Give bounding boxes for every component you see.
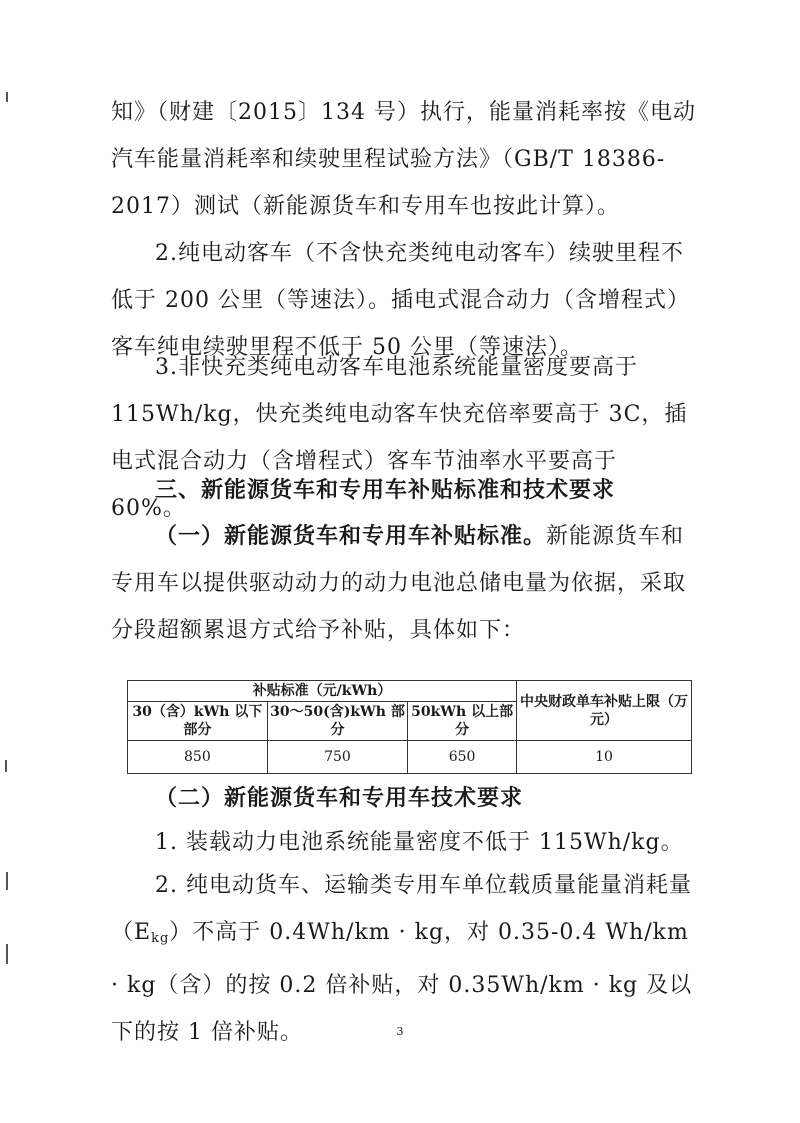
subsection-heading: （二）新能源货车和专用车技术要求	[155, 785, 524, 811]
paragraph-energy-density-requirement: 3.非快充类纯电动客车电池系统能量密度要高于 115Wh/kg，快充类纯电动客车快充倍率要高于 3C，插电式混合动力（含增程式）客车节油率水平要高于 60%。	[111, 355, 688, 521]
page-number: 3	[396, 1025, 404, 1038]
subsidy-standard-header: 补贴标准（元/kWh）	[128, 681, 517, 702]
scan-edge-mark	[6, 92, 8, 102]
requirement-2-text-cont: ）不高于 0.4Wh/km · kg，对 0.35-0.4 Wh/km · kg（含）的按 0.2 倍补贴，对 0.35Wh/km · kg 及以下的按 1 倍补贴。	[111, 920, 693, 1045]
subsection-title: （一）新能源货车和专用车补贴标准。	[155, 523, 547, 549]
paragraph-range-requirement: 2.纯电动客车（不含快充类纯电动客车）续驶里程不低于 200 公里（等速法）。插电式混合动力（含增程式）客车纯电续驶里程不低于 50 公里（等速法）。	[111, 241, 690, 360]
paragraph-continuation: 知》（财建〔2015〕134 号）执行，能量消耗率按《电动汽车能量消耗率和续驶里程试验方法》（GB/T 18386-2017）测试（新能源货车和专用车也按此计算）。	[111, 100, 696, 219]
subsidy-table	[127, 680, 692, 774]
section-heading: 三、新能源货车和专用车补贴标准和技术要求	[155, 477, 616, 503]
column-header: 30（含）kWh 以下部分	[128, 702, 268, 741]
scan-edge-mark	[5, 760, 7, 772]
paragraph-subsidy-standard	[111, 513, 696, 654]
requirement-2-text: 2. 纯电动货车、运输类专用车单位载质量能量消耗量（E	[111, 873, 692, 945]
subsidy-cap-header: 中央财政单车补贴上限（万元）	[517, 681, 692, 741]
column-header: 50kWh 以上部分	[408, 702, 517, 741]
scan-edge-mark	[6, 944, 8, 964]
scan-edge-mark	[6, 872, 8, 890]
ekg-subscript: kg	[151, 931, 170, 946]
table-cell: 10	[517, 741, 692, 774]
table-cell: 850	[128, 741, 268, 774]
subsection-body: 新能源货车和专用车以提供驱动动力的动力电池总储电量为依据，采取分段超额累退方式给予补贴，具体如下：	[111, 524, 687, 643]
column-header: 30～50(含)kWh 部分	[267, 702, 407, 741]
requirement-1: 1. 装载动力电池系统能量密度不低于 115Wh/kg。	[155, 830, 684, 855]
table-cell: 750	[267, 741, 407, 774]
table-cell: 650	[408, 741, 517, 774]
